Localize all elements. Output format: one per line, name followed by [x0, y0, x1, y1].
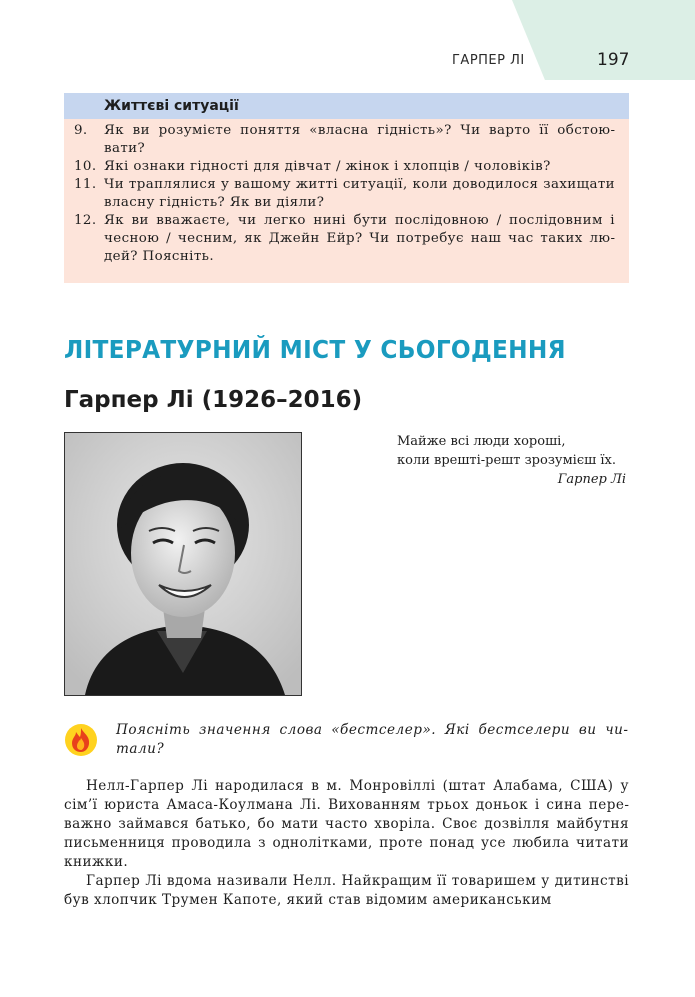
question-text: Які ознаки гідності для дівчат / жінок і хлопців / чоловіків?	[104, 159, 551, 174]
discussion-prompt: Поясніть значення слова «бестселер». Які бестселери ви читали?	[116, 722, 628, 757]
question-number: 10.	[74, 159, 97, 174]
author-portrait	[64, 432, 302, 696]
paragraph: Гарпер Лі вдома називали Нелл. Найкращим її товаришем у дитинстві був хлопчик Трумен Капоте, який став відомим американським	[64, 873, 629, 908]
running-head: ГАРПЕР ЛІ	[452, 53, 525, 68]
question-number: 12.	[74, 213, 97, 228]
question-number: 9.	[74, 123, 88, 138]
author-heading: Гарпер Лі (1926–2016)	[64, 387, 363, 413]
question-item	[74, 212, 615, 266]
biography-text	[64, 777, 629, 910]
fire-icon	[64, 723, 98, 757]
life-situations-box	[64, 93, 629, 283]
question-item	[74, 122, 615, 158]
page-number: 197	[597, 50, 630, 70]
epigraph	[397, 432, 630, 489]
life-situations-title: Життєві ситуації	[64, 93, 629, 119]
question-text: Як ви вважаєте, чи легко нині бути послідовною / послідовним і чесною / чесним, як Джейн Ейр? Чи потребує наш час таких людей? Поясніть.	[104, 213, 615, 264]
question-item	[74, 158, 615, 176]
section-title: ЛІТЕРАТУРНИЙ МІСТ У СЬОГОДЕННЯ	[64, 335, 566, 364]
epigraph-author: Гарпер Лі	[557, 472, 626, 487]
question-text: Чи траплялися у вашому житті ситуації, коли доводилося захищати власну гідність? Як ви діяли?	[104, 177, 615, 210]
question-item	[74, 176, 615, 212]
question-text: Як ви розумієте поняття «власна гідність»? Чи варто її обстоювати?	[104, 123, 615, 156]
portrait-illustration	[65, 433, 301, 695]
paragraph: Нелл-Гарпер Лі народилася в м. Монровіллі (штат Алабама, США) у сім’ї юриста Амаса-Коулмана Лі. Вихованням трьох доньок і сина переважно займався батько, бо мати часто хворіла. Своє дозвілля майбутня письменниця проводила з однолітками, проте понад усе любила читати книжки.	[64, 778, 629, 870]
question-list	[64, 119, 629, 266]
epigraph-line: коли врешті-решт зрозумієш їх.	[397, 453, 616, 468]
epigraph-line: Майже всі люди хороші,	[397, 434, 566, 449]
question-number: 11.	[74, 177, 97, 192]
